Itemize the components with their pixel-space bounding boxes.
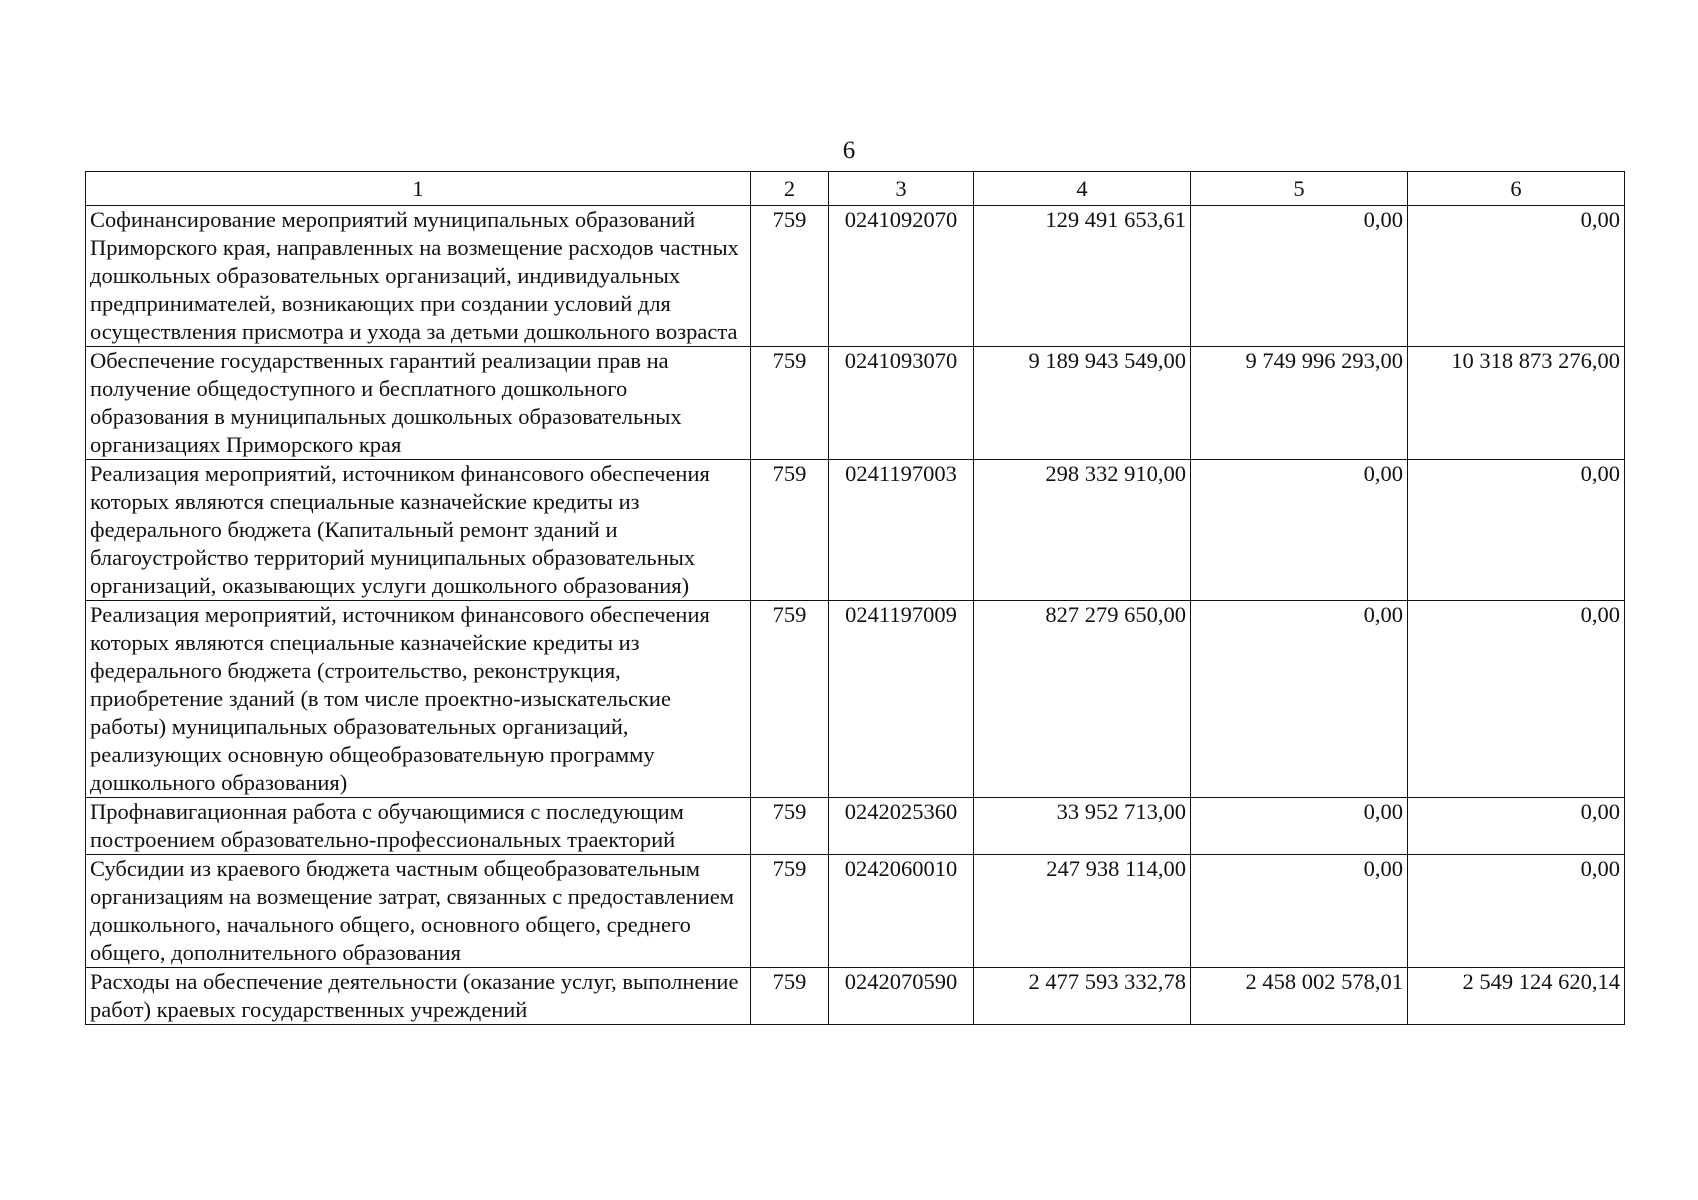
row-name-text: Реализация мероприятий, источником финансового обеспечения которых являются специальные казначейские кредиты из федерального бюджета (строительство, реконструкция, приобретение зданий (в том числе проектно-изыскательские работы) муниципальных образовательных организаций, реализующих основную общеобразовательную программу дошкольного образования) bbox=[90, 602, 710, 795]
row-amount-col6: 0,00 bbox=[1408, 601, 1625, 798]
column-header-3: 3 bbox=[829, 172, 974, 206]
row-ved-code: 759 bbox=[751, 798, 829, 855]
row-amount-col5: 9 749 996 293,00 bbox=[1191, 347, 1408, 460]
table-row bbox=[86, 968, 1625, 1025]
row-target-code: 0241092070 bbox=[829, 206, 974, 347]
row-target-code: 0242060010 bbox=[829, 855, 974, 968]
row-amount-col6: 10 318 873 276,00 bbox=[1408, 347, 1625, 460]
row-target-code: 0241197009 bbox=[829, 601, 974, 798]
row-ved-code: 759 bbox=[751, 968, 829, 1025]
row-amount-col4: 129 491 653,61 bbox=[974, 206, 1191, 347]
row-target-code: 0241197003 bbox=[829, 460, 974, 601]
row-amount-col5: 0,00 bbox=[1191, 206, 1408, 347]
row-name bbox=[86, 601, 751, 798]
row-amount-col5: 0,00 bbox=[1191, 798, 1408, 855]
row-target-code: 0242025360 bbox=[829, 798, 974, 855]
row-name bbox=[86, 855, 751, 968]
row-amount-col5: 0,00 bbox=[1191, 460, 1408, 601]
row-amount-col4: 298 332 910,00 bbox=[974, 460, 1191, 601]
row-amount-col4: 827 279 650,00 bbox=[974, 601, 1191, 798]
row-amount-col6: 0,00 bbox=[1408, 206, 1625, 347]
row-amount-col6: 0,00 bbox=[1408, 798, 1625, 855]
row-name-text: Субсидии из краевого бюджета частным общеобразовательным организациям на возмещение затрат, связанных с предоставлением дошкольного, начального общего, основного общего, среднего общего, дополнительного образования bbox=[90, 856, 734, 965]
column-header-6: 6 bbox=[1408, 172, 1625, 206]
table-row bbox=[86, 855, 1625, 968]
row-amount-col6: 2 549 124 620,14 bbox=[1408, 968, 1625, 1025]
header-row bbox=[86, 172, 1625, 206]
row-amount-col4: 2 477 593 332,78 bbox=[974, 968, 1191, 1025]
row-name-text: Расходы на обеспечение деятельности (оказание услуг, выполнение работ) краевых государственных учреждений bbox=[90, 969, 739, 1022]
row-name-text: Обеспечение государственных гарантий реализации прав на получение общедоступного и бесплатного дошкольного образования в муниципальных дошкольных образовательных организациях Приморского края bbox=[90, 348, 682, 457]
row-ved-code: 759 bbox=[751, 460, 829, 601]
row-amount-col4: 33 952 713,00 bbox=[974, 798, 1191, 855]
row-ved-code: 759 bbox=[751, 855, 829, 968]
table-row bbox=[86, 206, 1625, 347]
table-row bbox=[86, 798, 1625, 855]
column-header-2: 2 bbox=[751, 172, 829, 206]
row-ved-code: 759 bbox=[751, 601, 829, 798]
row-name-text: Реализация мероприятий, источником финансового обеспечения которых являются специальные казначейские кредиты из федерального бюджета (Капитальный ремонт зданий и благоустройство территорий муниципальных образовательных организаций, оказывающих услуги дошкольного образования) bbox=[90, 461, 710, 598]
row-ved-code: 759 bbox=[751, 206, 829, 347]
row-name bbox=[86, 206, 751, 347]
row-amount-col4: 9 189 943 549,00 bbox=[974, 347, 1191, 460]
row-name bbox=[86, 347, 751, 460]
budget-table bbox=[85, 171, 1625, 1025]
table-row bbox=[86, 460, 1625, 601]
row-amount-col6: 0,00 bbox=[1408, 460, 1625, 601]
table-row bbox=[86, 347, 1625, 460]
row-target-code: 0241093070 bbox=[829, 347, 974, 460]
row-amount-col5: 0,00 bbox=[1191, 601, 1408, 798]
page-number: 6 bbox=[842, 137, 856, 164]
row-name bbox=[86, 460, 751, 601]
row-amount-col6: 0,00 bbox=[1408, 855, 1625, 968]
row-name-text: Софинансирование мероприятий муниципальных образований Приморского края, направленных на возмещение расходов частных дошкольных образовательных организаций, индивидуальных предпринимателей, возникающих при создании условий для осуществления присмотра и ухода за детьми дошкольного возраста bbox=[90, 207, 739, 344]
row-name bbox=[86, 798, 751, 855]
row-amount-col4: 247 938 114,00 bbox=[974, 855, 1191, 968]
row-name-text: Профнавигационная работа с обучающимися с последующим построением образовательно-профессиональных траекторий bbox=[90, 799, 684, 852]
row-amount-col5: 2 458 002 578,01 bbox=[1191, 968, 1408, 1025]
row-ved-code: 759 bbox=[751, 347, 829, 460]
column-header-5: 5 bbox=[1191, 172, 1408, 206]
row-name bbox=[86, 968, 751, 1025]
column-header-1: 1 bbox=[86, 172, 751, 206]
column-header-4: 4 bbox=[974, 172, 1191, 206]
row-target-code: 0242070590 bbox=[829, 968, 974, 1025]
table-row bbox=[86, 601, 1625, 798]
row-amount-col5: 0,00 bbox=[1191, 855, 1408, 968]
